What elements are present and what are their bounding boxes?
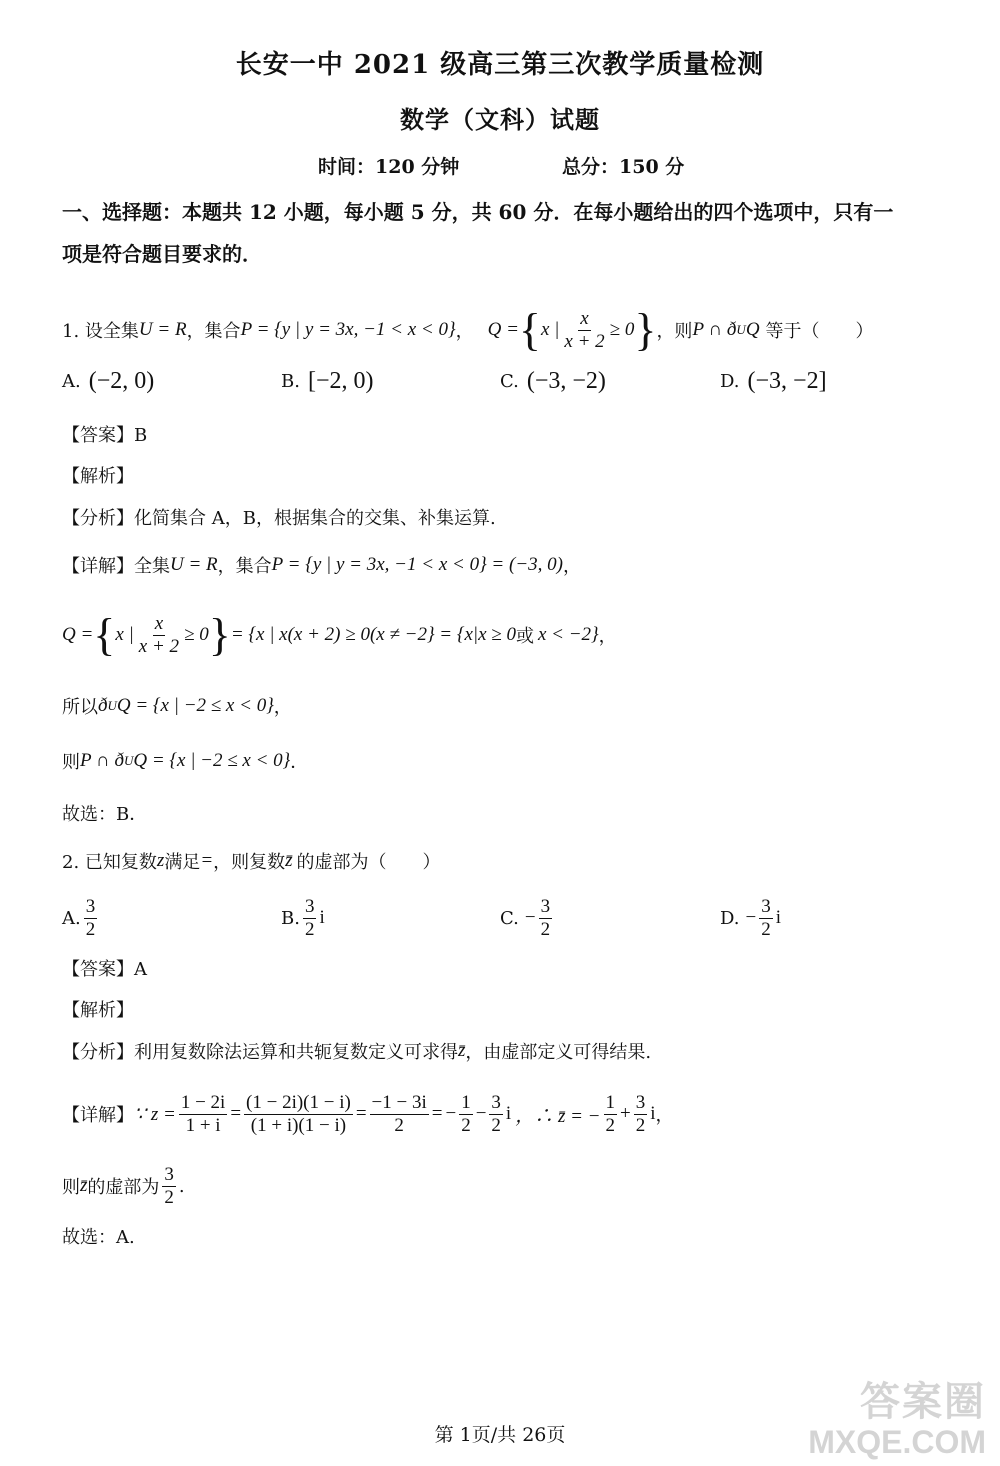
q1-detail-q-rhs: = {x | x(x + 2) ≥ 0(x ≠ −2} = {x|x ≥ 0 [230, 624, 516, 645]
question-1: 1. 设全集 U = R ，集合 P = {y | y = 3x, −1 < x < 0} ， Q = { x | $\frac{x}{x + 2}$ ≥ 0 } ，则 P ∩ ð U Q 等于（ ） [62, 304, 874, 355]
frac-den: 2 [491, 1114, 501, 1136]
plus: + [620, 1103, 631, 1124]
q1-detail-q-ge: ≥ 0 [184, 624, 209, 645]
q1-analysis-head: 【解析】 [62, 466, 134, 487]
score-label: 总分：150 分 [562, 156, 685, 178]
q1-detail-q-end: ， [598, 626, 617, 647]
q1-xiangjie-mid: ，集合 [217, 556, 272, 577]
option-value: (−3, −2) [526, 368, 606, 394]
q1-q-ge: ≥ 0 [609, 319, 635, 340]
q1-expr: P ∩ ð [692, 319, 737, 340]
q2-tail: 的虚部为（ ） [296, 852, 441, 873]
option-value: [−2, 0) [307, 368, 374, 394]
q1-xiangjie-u: U = R [170, 554, 218, 575]
frac-num: 1 [605, 1091, 615, 1113]
option-den: 2 [540, 918, 551, 940]
q1-q-num: x [580, 307, 589, 329]
frac-num: 1 [461, 1091, 471, 1113]
option-label: C. [500, 907, 519, 929]
q1-choice: 故选：B． [62, 804, 148, 825]
option-sign: − [745, 907, 757, 928]
q1-detail-q-tail: x < −2} [537, 624, 599, 645]
q1-p-set: P = {y | y = 3x, −1 < x < 0} [240, 319, 456, 340]
q1-expr-q: Q [745, 319, 760, 340]
option-value: (−2, 0) [88, 368, 155, 394]
equals: = [230, 1103, 242, 1124]
q2-then: ，则复数 [213, 852, 286, 873]
q1-detail-line1 [62, 548, 581, 582]
q1-detail-q-x: x | [115, 624, 134, 645]
q2-ze-end: . [178, 1175, 185, 1197]
q1-xiangjie-head: 【详解】全集 [62, 556, 170, 577]
q1-ze-sub: U [123, 753, 134, 768]
q1-answer: 【答案】B [62, 425, 148, 446]
frac-den: 1 + i [185, 1114, 221, 1136]
q1-detail-q-or: 或 [515, 626, 534, 647]
q2-xiangjie-head: 【详解】 [62, 1105, 134, 1126]
watermark-site: MXQE.COM [808, 1424, 986, 1460]
q1-comma: ， [455, 321, 474, 342]
q2-option-b [281, 890, 325, 946]
q1-q-den: x + 2 [564, 330, 605, 352]
q1-suoyi-expr: ð [98, 695, 108, 716]
section-heading-line2: 项是符合题目要求的． [62, 242, 262, 266]
q1-ze-rhs: Q = {x | −2 ≤ x < 0} [133, 750, 291, 771]
q2-ze: 则 [62, 1177, 80, 1198]
option-den: 2 [85, 918, 96, 940]
frac-den: 2 [461, 1114, 471, 1136]
q1-tail: 等于（ ） [765, 321, 874, 342]
q1-fenxi: 【分析】化简集合 A，B，根据集合的交集、补集运算. [62, 508, 496, 529]
q2-fenxi-a: 【分析】利用复数除法运算和共轭复数定义可求得 [62, 1042, 458, 1063]
option-num: 3 [304, 895, 315, 917]
q2-satisfy: 满足 [164, 852, 201, 873]
imag-unit: i [505, 1103, 512, 1124]
q1-xiangjie-p: P = {y | y = 3x, −1 < x < 0} = (−3, 0) [271, 554, 563, 575]
line-end: ， [655, 1105, 674, 1126]
q1-option-a [62, 368, 154, 395]
frac-den: (1 + i)(1 − i) [250, 1114, 347, 1136]
q1-option-d [720, 368, 827, 395]
q1-option-b [281, 368, 373, 395]
q1-q-x: x | [540, 319, 560, 340]
q2-analysis-head: 【解析】 [62, 1000, 134, 1021]
q2-detail-line [62, 1083, 674, 1145]
option-label: C. [500, 371, 519, 392]
q1-expr-sub: U [736, 322, 746, 337]
q1-option-c [500, 368, 606, 395]
frac-num: 3 [491, 1091, 501, 1113]
option-num: 3 [761, 895, 771, 917]
option-label: A. [62, 371, 81, 392]
option-label: B. [281, 371, 300, 392]
q2-option-d [720, 890, 781, 946]
q2-answer: 【答案】A [62, 959, 147, 980]
q1-xiangjie-end: ， [562, 556, 581, 577]
option-num: 3 [85, 895, 96, 917]
q2-because: ∵ z = [134, 1103, 176, 1125]
frac-num: 3 [635, 1091, 646, 1113]
q1-detail-q-num: x [154, 612, 164, 634]
minus: − [475, 1103, 487, 1124]
q2-ze-line [62, 1158, 185, 1214]
frac-num: (1 − 2i)(1 − i) [246, 1091, 351, 1113]
q1-detail-q-lhs: Q = [62, 624, 94, 645]
q2-z: z [156, 850, 165, 871]
q1-ze: 则 [62, 752, 80, 773]
q1-q-fraction [562, 308, 606, 353]
q1-detail-suoyi [62, 690, 292, 722]
option-label: A. [62, 907, 81, 929]
frac-num: −1 − 3i [371, 1091, 427, 1113]
option-den: 2 [761, 918, 771, 940]
q1-detail-ze [62, 745, 308, 777]
option-value: (−3, −2] [747, 368, 827, 394]
q1-ze-end: ． [290, 752, 309, 773]
q2-ze-mid: 的虚部为 [87, 1177, 160, 1198]
q1-suoyi-end: ， [273, 697, 292, 718]
q2-eq: = [200, 850, 214, 871]
q2-fenxi-b: ，由虚部定义可得结果. [465, 1042, 652, 1063]
q1-u-eq: U = R [138, 319, 187, 340]
option-label: D. [720, 371, 740, 392]
question-2 [62, 845, 441, 877]
q1-detail-q-den: x + 2 [138, 635, 180, 657]
exam-subtitle: 数学（文科）试题 [400, 105, 600, 134]
frac-den: 2 [394, 1114, 404, 1136]
q2-option-c [500, 890, 555, 946]
frac-den: 2 [605, 1114, 615, 1136]
q2-fenxi-z: z̄ [458, 1040, 466, 1061]
page-number: 第 1页/共 26页 [434, 1424, 566, 1446]
q1-detail-q-line: Q = { x | $\frac{x}{x + 2}$ ≥ 0 } = {x | x(x + 2) ≥ 0(x ≠ −2} = {x|x ≥ 0 或 x < −2} ， [62, 609, 617, 660]
q2-intro: 2. 已知复数 [62, 852, 157, 873]
q1-suoyi: 所以 [62, 697, 98, 718]
q2-zbar: z̄ [285, 850, 293, 871]
option-suffix: i [319, 907, 325, 928]
q1-then: ，则 [656, 321, 693, 342]
option-label: B. [281, 907, 300, 929]
q1-q-lhs: Q = [487, 319, 519, 340]
option-label: D. [720, 907, 740, 929]
equals: = [431, 1103, 443, 1124]
frac-den: 2 [635, 1114, 646, 1136]
q2-option-a [62, 890, 100, 946]
q1-detail-q-fraction [137, 613, 181, 658]
minus: − [445, 1103, 457, 1124]
q2-ze-z: z̄ [80, 1175, 88, 1196]
q1-suoyi-rhs: Q = {x | −2 ≤ x < 0} [116, 695, 274, 716]
imag-unit: i [650, 1103, 656, 1124]
option-num: 3 [540, 895, 551, 917]
frac-den: 2 [164, 1186, 174, 1208]
exam-title: 长安一中 2021 级高三第三次教学质量检测 [235, 50, 765, 80]
frac-num: 1 − 2i [180, 1091, 226, 1113]
option-den: 2 [304, 918, 315, 940]
frac-num: 3 [164, 1163, 174, 1185]
section-heading-line1: 一、选择题：本题共 12 小题，每小题 5 分，共 60 分．在每小题给出的四个选项中，只有一 [62, 200, 894, 224]
q1-suoyi-sub: U [107, 698, 117, 713]
watermark-logo: 答案圈 [860, 1380, 986, 1424]
equals: = [355, 1103, 367, 1124]
therefore: ，∴ z̄ = − [515, 1105, 601, 1127]
q1-ze-expr: P ∩ ð [80, 750, 124, 771]
q1-set-word: ，集合 [186, 321, 241, 342]
option-sign: − [524, 907, 536, 928]
time-label: 时间：120 分钟 [318, 156, 460, 178]
q1-intro: 1. 设全集 [62, 321, 139, 342]
option-suffix: i [775, 907, 782, 928]
q2-choice: 故选：A. [62, 1227, 135, 1248]
q2-fenxi [62, 1038, 651, 1064]
